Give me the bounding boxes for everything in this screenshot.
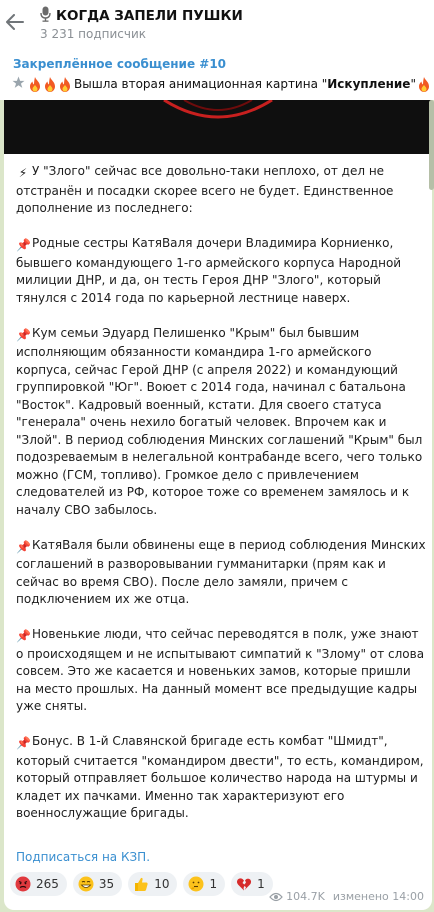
fire-icon — [44, 77, 56, 92]
reactions-bar — [10, 872, 273, 896]
message-paragraph — [16, 626, 426, 716]
reaction-count: 35 — [98, 877, 115, 891]
channel-title[interactable] — [40, 6, 243, 26]
view-count: 104.7K — [286, 890, 325, 903]
reaction-broken-heart[interactable] — [231, 872, 273, 896]
pin-icon: 📌 — [16, 736, 31, 750]
microphone-icon — [40, 6, 51, 26]
reaction-thinking[interactable] — [183, 872, 225, 896]
paragraph-text: Новенькие люди, что сейчас переводятся в полк, уже знают о происходящем и не испытывают симпатий к "Злому" от слова совсем. Это же касается и новеньких замов, которые пришли на место прошлых. На данный момент все предыдущие кадры уже сняты. — [16, 627, 425, 713]
message-paragraph — [16, 733, 426, 823]
chat-header — [0, 0, 434, 48]
arrow-left-icon — [6, 14, 24, 30]
eye-icon — [269, 892, 283, 902]
message-text — [16, 163, 426, 840]
lightning-icon: ⚡ — [18, 166, 28, 180]
thumbs-up-icon — [133, 876, 149, 892]
back-button[interactable] — [4, 9, 26, 35]
fire-icon — [59, 77, 71, 92]
paragraph-text: Кум семьи Эдуард Пелишенко "Крым" был бывшим исполняющим обязанности командира 1-го армейского корпуса, сейчас Герой ДНР (с апреля 2022) и командующий группировкой "Юг". Воюет с 2014 года, начинал с батальона "Восток". Кадровый военный, кстати. Для своего статуса "генерала" очень нехило богатый человек. Впрочем как и "Злой". В период соблюдения Минских соглашений "Крым" был подозреваемым в нелегальной контрабанде всего, чего только можно (ГСМ, топливо). Громкое дело с привлечением следователей из РФ, которое тоже со временем замялось и к началу СВО забылось. — [16, 325, 423, 517]
message-paragraph — [16, 537, 426, 609]
reaction-thumbs-up[interactable] — [128, 872, 177, 896]
paragraph-text: Родные сестры КатяВаля дочери Владимира Корниенко, бывшего командующего 1-го армейского корпуса Народной милиции ДНР, и да, он тесть Героя ДНР "Злого", который тянулся с 2014 года по карьерной лестнице наверх. — [16, 236, 402, 305]
thinking-face-icon — [188, 876, 204, 892]
message-media-image[interactable] — [4, 100, 432, 154]
views — [269, 890, 325, 903]
pinned-message-bar[interactable] — [0, 51, 434, 100]
edited-time: изменено 14:00 — [332, 890, 424, 903]
pinned-text-bold: Искупление — [327, 77, 411, 91]
grin-face-icon — [78, 876, 94, 892]
reaction-count: 10 — [154, 877, 170, 891]
subscriber-count: 3 231 подписчик — [40, 27, 147, 41]
scrollbar[interactable] — [429, 100, 434, 190]
fire-icon — [418, 77, 430, 92]
star-icon — [12, 76, 25, 92]
angry-face-icon — [15, 876, 31, 892]
message-bubble[interactable] — [4, 100, 432, 910]
message-meta — [269, 890, 424, 903]
pin-icon: 📌 — [16, 327, 31, 342]
paragraph-text: У "Злого" сейчас все довольно-таки неплохо, от дел не отстранён и посадки скорее всего не будет. Единственное дополнение из последнего: — [16, 164, 394, 215]
pinned-preview — [12, 76, 434, 92]
reaction-count: 1 — [257, 877, 265, 891]
message-paragraph — [16, 163, 426, 218]
subscribe-link[interactable]: Подписаться на КЗП. — [16, 850, 151, 864]
paragraph-text: Бонус. В 1-й Славянской бригаде есть комбат "Шмидт", который считается "командиром двести", то есть, командиром, который отправляет большое количество народа на штурмы и кладет их пачками. Именно так характеризуют его военнослужащие бригады. — [16, 734, 424, 820]
pinned-title: Закреплённое сообщение #10 — [13, 57, 227, 71]
pinned-text-before: Вышла вторая анимационная картина " — [74, 77, 328, 91]
message-paragraph — [16, 235, 426, 307]
fire-icon — [29, 77, 41, 92]
message-paragraph — [16, 325, 426, 520]
reaction-grin[interactable] — [73, 872, 122, 896]
reaction-count: 1 — [209, 877, 218, 891]
broken-heart-icon — [236, 876, 252, 892]
pin-icon: 📌 — [16, 539, 31, 554]
pin-icon: 📌 — [16, 629, 31, 643]
pinned-text-after: " — [410, 77, 416, 91]
reaction-count: 265 — [36, 877, 59, 891]
paragraph-text: КатяВаля были обвинены еще в период соблюдения Минских соглашений в разворовывании гумманитарки (прям как и сейчас во время СВО). После дело замяли, причем с подключением их же отца. — [16, 537, 426, 606]
channel-name: КОГДА ЗАПЕЛИ ПУШКИ — [56, 8, 243, 24]
pin-icon: 📌 — [16, 238, 31, 252]
reaction-angry[interactable] — [10, 872, 67, 896]
